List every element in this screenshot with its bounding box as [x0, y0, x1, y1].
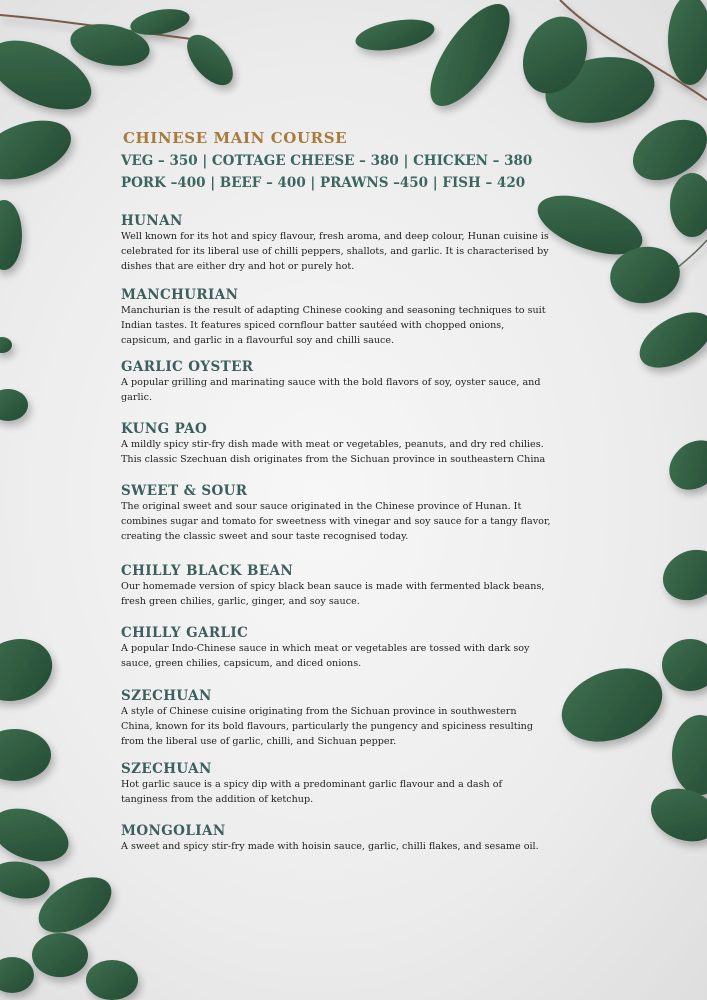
- item-name: MANCHURIAN: [121, 287, 239, 303]
- menu-item-mongolian: [121, 823, 551, 854]
- menu-item-sweet-sour: [121, 483, 551, 544]
- price-line: VEG – 350 | COTTAGE CHEESE – 380 | CHICKEN – 380: [121, 153, 533, 169]
- item-name: CHILLY GARLIC: [121, 625, 249, 641]
- menu-item-garlic-oyster: [121, 359, 551, 405]
- item-description: Manchurian is the result of adapting Chinese cooking and seasoning techniques to suit Indian tastes. It features spiced cornflour batter sautéed with chopped onions, capsicum, and garlic in a flavourful soy and chilli sauce.: [121, 305, 546, 346]
- item-name: CHILLY BLACK BEAN: [121, 563, 294, 579]
- item-name: SZECHUAN: [121, 761, 212, 777]
- item-description: A popular grilling and marinating sauce with the bold flavors of soy, oyster sauce, and garlic.: [121, 377, 541, 403]
- item-name: MONGOLIAN: [121, 823, 226, 839]
- menu-item-manchurian: [121, 287, 551, 348]
- item-description: Our homemade version of spicy black bean sauce is made with fermented black beans, fresh green chilies, garlic, ginger, and soy sauce.: [121, 581, 545, 607]
- item-name: KUNG PAO: [121, 421, 208, 437]
- item-description: A mildly spicy stir-fry dish made with meat or vegetables, peanuts, and dry red chilies. This classic Szechuan dish originates from the Sichuan province in southeastern China: [121, 439, 546, 465]
- item-description: Hot garlic sauce is a spicy dip with a predominant garlic flavour and a dash of tanginess from the addition of ketchup.: [121, 779, 503, 805]
- menu-item-hunan: [121, 213, 551, 274]
- item-name: SWEET & SOUR: [121, 483, 248, 499]
- item-name: SZECHUAN: [121, 688, 212, 704]
- menu-item-chilly-black-bean: [121, 563, 551, 609]
- menu-title: CHINESE MAIN COURSE: [123, 129, 348, 147]
- menu-item-szechuan: [121, 688, 551, 749]
- item-name: HUNAN: [121, 213, 183, 229]
- menu-item-szechuan-hot-garlic: [121, 761, 551, 807]
- menu-item-kung-pao: [121, 421, 551, 467]
- item-description: The original sweet and sour sauce originated in the Chinese province of Hunan. It combines sugar and tomato for sweetness with vinegar and soy sauce for a tangy flavor, creating the classic sweet and sour taste recognised today.: [121, 501, 551, 542]
- item-description: A popular Indo-Chinese sauce in which meat or vegetables are tossed with dark soy sauce, green chilies, capsicum, and diced onions.: [121, 643, 530, 669]
- item-name: GARLIC OYSTER: [121, 359, 254, 375]
- item-description: A style of Chinese cuisine originating from the Sichuan province in southwestern China, known for its bold flavours, particularly the pungency and spiciness resulting from the liberal use of garlic, chilli, and Sichuan pepper.: [121, 706, 533, 747]
- price-line: PORK –400 | BEEF – 400 | PRAWNS –450 | FISH – 420: [121, 175, 526, 191]
- menu-item-chilly-garlic: [121, 625, 551, 671]
- item-description: A sweet and spicy stir-fry made with hoisin sauce, garlic, chilli flakes, and sesame oil.: [121, 841, 539, 852]
- item-description: Well known for its hot and spicy flavour, fresh aroma, and deep colour, Hunan cuisine is celebrated for its liberal use of chilli peppers, shallots, and garlic. It is characterised by dishes that are either dry and hot or purely hot.: [121, 231, 549, 272]
